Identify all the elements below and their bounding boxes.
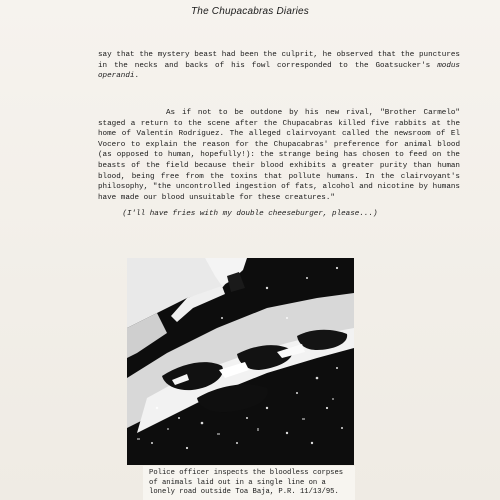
aside-remark: (I'll have fries with my double cheeseburger, please...) xyxy=(122,210,378,218)
paragraph-1-text: say that the mystery beast had been the culprit, he observed that the punctures in the necks and backs of his fowl corresponded to the Goatsucker's xyxy=(98,51,460,70)
photo-image xyxy=(127,258,354,465)
paragraph-1-italic: modus operandi xyxy=(98,61,460,81)
paragraph-1-end: . xyxy=(134,72,140,81)
page-header-title: The Chupacabras Diaries xyxy=(191,6,309,17)
photo-caption: Police officer inspects the bloodless corpses of animals laid out in a single line on a lonely road outside Toa Baja, P.R. 11/13/95. xyxy=(149,469,344,497)
paragraph-2 xyxy=(98,108,460,203)
news-photo xyxy=(127,258,354,465)
paragraph-1 xyxy=(98,50,460,82)
paragraph-2-text: As if not to be outdone by his new rival, "Brother Carmelo" staged a return to the scene after the Chupacabras killed five rabbits at the home of Valentín Rodríguez. The alleged clairvoyant called the newsroom of El Vocero to explain the reason for the Chupacabras' preference for animal blood (as opposed to human, hopefully!): the strange being has chosen to feed on the beasts of the field because their blood exhibits a greater purity than human blood, being free from the toxins that pollute humans. In the clairvoyant's philosophy, "the uncontrolled ingestion of fats, alcohol and nicotine by humans have made our blood unsuitable for these creatures." xyxy=(98,109,460,202)
